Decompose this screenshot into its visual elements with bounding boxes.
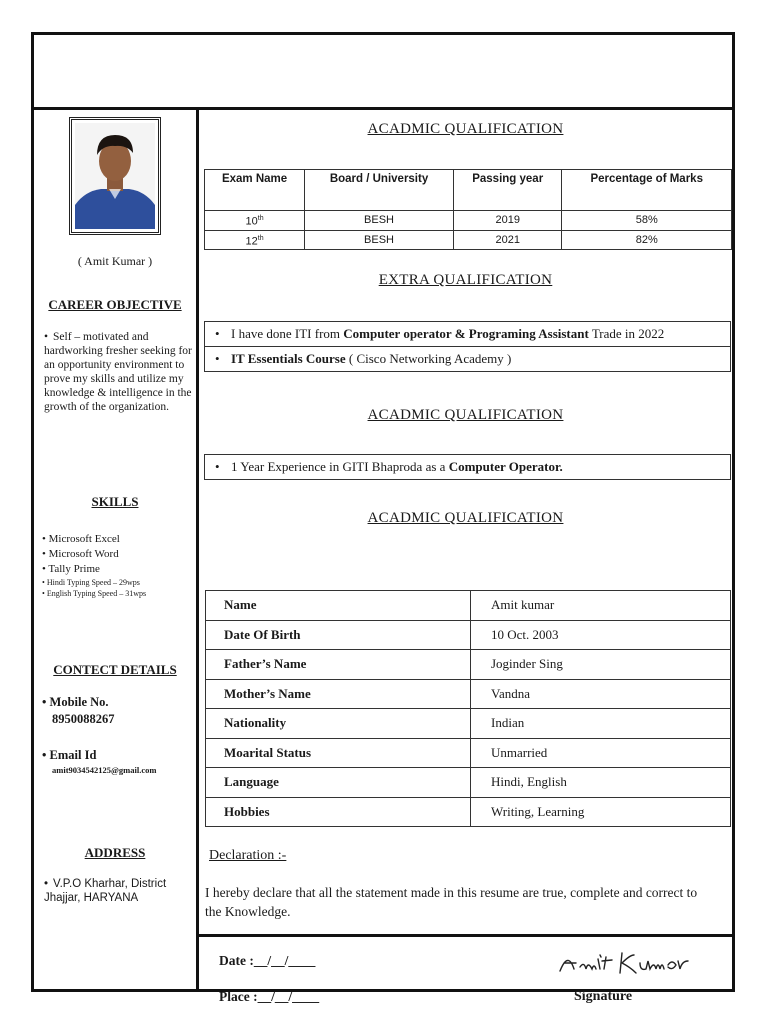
table-row: Name Amit kumar: [206, 591, 731, 621]
table-row: Father’s Name Joginder Sing: [206, 650, 731, 680]
sidebar: [34, 107, 199, 989]
main-content: [199, 107, 732, 1004]
skills-list: [42, 532, 192, 599]
column-header: Percentage of Marks: [562, 170, 732, 211]
date-line: Date :__/__/____: [219, 953, 316, 968]
extra-item-it-essentials: • IT Essentials Course ( Cisco Networking Academy ): [204, 346, 731, 372]
table-row: Hobbies Writing, Learning: [206, 797, 731, 827]
career-objective-body: Self – motivated and hardworking fresher seeking for an opportunity environment to prove my skills and utilize my knowledge & intelligence in the growth of the organization.: [44, 331, 192, 413]
mobile-block: • Mobile No. 8950088267: [42, 694, 194, 728]
declaration-text: I hereby declare that all the statement made in this resume are true, complete and correct to the Knowledge.: [205, 885, 698, 919]
column-header: Exam Name: [205, 170, 305, 211]
personal-details-title: ACADMIC QUALIFICATION: [367, 510, 564, 526]
email-value: amit9034542125@gmail.com: [52, 765, 157, 775]
signature-divider: [199, 934, 732, 937]
table-header-row: [205, 170, 732, 211]
address-body: V.P.O Kharhar, District Jhajjar, HARYANA: [44, 878, 167, 904]
extra-item-iti: • I have done ITI from Computer operator & Programing Assistant Trade in 2022: [204, 321, 731, 347]
column-header: Passing year: [453, 170, 562, 211]
profile-photo: [69, 117, 161, 235]
person-photo-image: [75, 123, 155, 229]
academic-title: ACADMIC QUALIFICATION: [367, 121, 564, 137]
place-line: Place :__/__/____: [219, 989, 320, 1004]
skills-heading: SKILLS: [91, 494, 139, 509]
declaration-title: Declaration :-: [209, 848, 287, 863]
address-text: • V.P.O Kharhar, District Jhajjar, HARYANA: [44, 878, 167, 904]
resume-frame: [31, 32, 735, 1004]
header-band: [34, 35, 732, 110]
email-label: Email Id: [49, 748, 97, 762]
table-row: Language Hindi, English: [206, 768, 731, 798]
list-item: • Microsoft Word: [42, 548, 119, 560]
table-row: Date Of Birth 10 Oct. 2003: [206, 620, 731, 650]
signature-label: Signature: [574, 989, 633, 1004]
mobile-value: 8950088267: [52, 712, 115, 726]
profile-name: ( Amit Kumar ): [77, 254, 153, 268]
experience-item: • 1 Year Experience in GITI Bhaproda as a Computer Operator.: [204, 454, 731, 480]
address-heading: ADDRESS: [84, 845, 146, 860]
contact-heading: CONTECT DETAILS: [53, 662, 177, 677]
table-row: Mother’s Name Vandna: [206, 679, 731, 709]
mobile-label: Mobile No.: [49, 695, 109, 709]
list-item: • English Typing Speed – 31wps: [42, 589, 147, 598]
career-objective-heading: CAREER OBJECTIVE: [48, 297, 182, 312]
extra-qualification-title: EXTRA QUALIFICATION: [378, 272, 553, 288]
list-item: • Tally Prime: [42, 563, 100, 575]
career-objective-text: • Self – motivated and hardworking fresher seeking for an opportunity environment to prove my skills and utilize my knowledge & intelligence in the growth of the organization.: [44, 331, 192, 413]
table-row: 10th BESH 2019 58%: [205, 211, 732, 231]
list-item: • Hindi Typing Speed – 29wps: [42, 578, 140, 587]
personal-details-table: [205, 590, 731, 827]
email-block: • Email Id amit9034542125@gmail.com: [42, 747, 194, 776]
signature-image: [554, 947, 694, 981]
experience-title: ACADMIC QUALIFICATION: [367, 407, 564, 423]
table-row: 12th BESH 2021 82%: [205, 230, 732, 250]
academic-table: [204, 169, 732, 250]
table-row: Nationality Indian: [206, 709, 731, 739]
table-row: Moarital Status Unmarried: [206, 738, 731, 768]
list-item: • Microsoft Excel: [42, 533, 120, 545]
column-header: Board / University: [305, 170, 454, 211]
